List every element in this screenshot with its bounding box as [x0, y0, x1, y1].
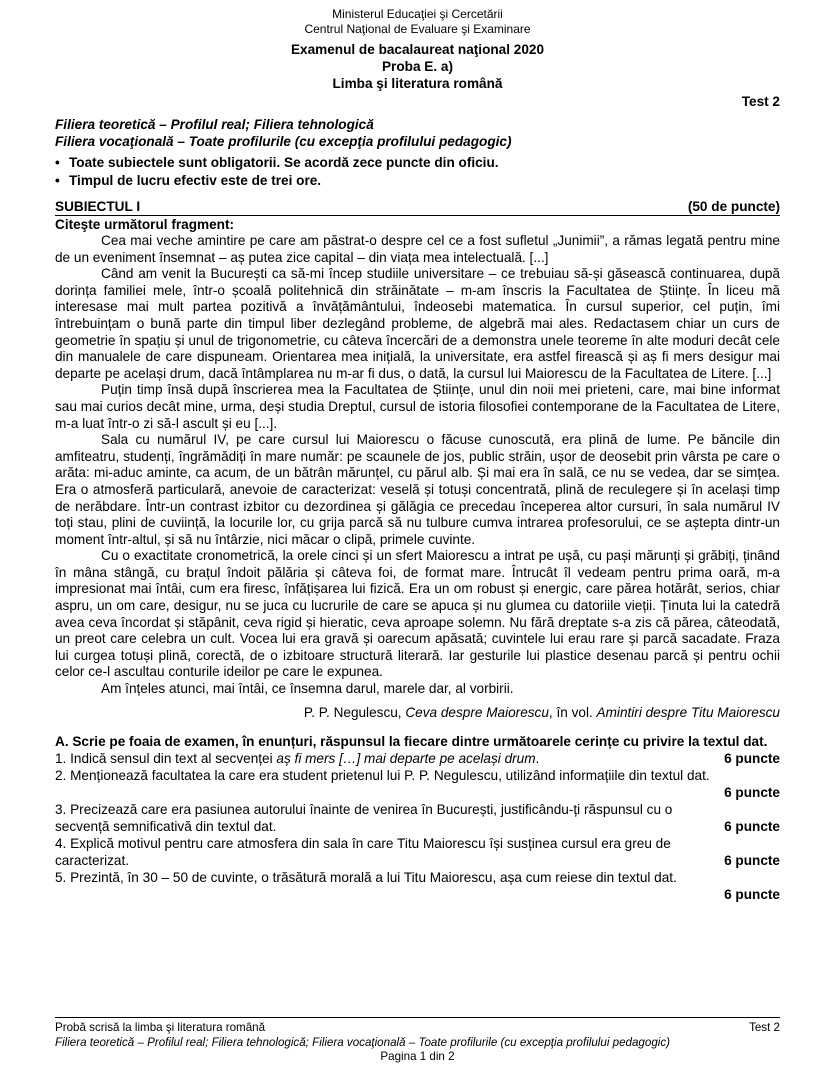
subject-name: Limba şi literatura română [332, 76, 503, 91]
subiect-title: SUBIECTUL I [55, 199, 141, 214]
page-footer [55, 1021, 780, 1065]
source-work: Ceva despre Maiorescu [405, 704, 549, 720]
instructions-list [55, 154, 780, 190]
requirement-text-part: . [535, 750, 540, 766]
test-number: Test 2 [741, 94, 780, 109]
bullet-icon: • [55, 173, 60, 188]
requirement-points: 6 puncte [724, 818, 780, 834]
read-instruction: Citeşte următorul fragment: [55, 217, 235, 232]
instruction-item [55, 154, 780, 172]
fragment-paragraph: Când am venit la București ca să-mi încep studiile universitare – ce trebuiau să-și găsească continuarea, după dorința familiei mele, într-o școală politehnică din străinătate – m-am înscris la Facultatea de Științe. În liceu mă interesase mai mult partea pozitivă a învățământului, îndeosebi matematica. În cursul superior, cel puțin, îmi întrebuințam o bună parte din timpul liber dezlegând probleme, de algebră mai ales. Redactasem chiar un curs de geometrie în spațiu și unul de trigonometrie, cu câteva încercări de a demonstra unele teoreme în alte moduri decât cele din manualele de care dispuneam. Orientarea mea inițială, la universitate, era astfel firească și aș fi mers desigur mai departe pe același drum, dacă întâmplarea nu m-ar fi dus, o dată, la cursul lui Maiorescu de la Facultatea de Litere. [...] [55, 266, 780, 381]
fragment-paragraph: Puțin timp însă după înscrierea mea la Facultatea de Științe, unul din noii mei prieteni, care, mai bine informat sau mai curios decât mine, urma, deși studia Dreptul, cursul de istoria filosofiei contemporane de la Facultatea de Litere, m-a luat într-o zi să-l ascult și eu [...]. [55, 382, 780, 431]
subiect-points: (50 de puncte) [687, 199, 780, 214]
fragment-paragraph: Cea mai veche amintire pe care am păstrat-o despre cel ce a fost sufletul „Junimii”, a rămas legată pentru mine de un eveniment însemnat – aș putea zice capital – din viața mea intelectuală. [...] [55, 233, 780, 265]
requirement-text: secvență semnificativă din textul dat. [55, 818, 277, 834]
section-a-heading: A. Scrie pe foaia de examen, în enunțuri, răspunsul la fiecare dintre următoarele cerințe cu privire la textul dat. [55, 733, 768, 749]
requirement-text: caracterizat. [55, 852, 130, 868]
requirement-2: 2. Menționează facultatea la care era student prietenul lui P. P. Negulescu, utilizând informațiile din textul dat. [55, 767, 710, 783]
requirement-text-part: 1. Indică sensul din text al secvenței [55, 750, 277, 766]
exam-title-block [55, 41, 780, 92]
exam-title: Examenul de bacalaureat naţional 2020 [290, 42, 545, 57]
instruction-text: Timpul de lucru efectiv este de trei ore. [69, 173, 322, 188]
ministry-name: Ministerul Educaţiei şi Cercetării [332, 7, 503, 21]
requirement-5: 5. Prezintă, în 30 – 50 de cuvinte, o trăsătură morală a lui Titu Maiorescu, așa cum reiese din textul dat. [55, 869, 677, 885]
bullet-icon: • [55, 155, 60, 170]
fragment-paragraph: Am înțeles atunci, mai întâi, ce însemna darul, marele dar, al vorbirii. [101, 681, 514, 697]
filiera-line-2: Filiera vocaţională – Toate profilurile (cu excepţia profilului pedagogic) [55, 134, 512, 149]
requirement-3: 3. Precizează care era pasiunea autorului înainte de venirea în București, justificându-ți răspunsul cu o [55, 801, 673, 817]
footer-row [55, 1021, 780, 1036]
source-volume: Amintiri despre Titu Maiorescu [596, 704, 780, 720]
subiect-header [55, 198, 780, 216]
instruction-text: Toate subiectele sunt obligatorii. Se acordă zece puncte din oficiu. [69, 155, 499, 170]
instruction-item [55, 172, 780, 190]
requirement-1 [55, 750, 780, 767]
requirement-4-cont [55, 852, 780, 869]
requirement-quote: aș fi mers […] mai departe pe același drum [276, 750, 536, 766]
page-number: Pagina 1 din 2 [380, 1050, 455, 1063]
fragment-paragraph: Cu o exactitate cronometrică, la orele cinci și un sfert Maiorescu a intrat pe ușă, cu pași mărunți și grăbiți, ținând în mâna stângă, cu brațul îndoit pălăria și câteva foi, de format mare. Întrucât îl vedeam pentru prima oară, m-a impresionat mai întâi, cum era firesc, înfățișarea lui fizică. Era un om robust și energic, care părea hotărât, serios, chiar aspru, un om care, desigur, nu se juca cu lucrurile de care se apuca și nu glumea cu datoriile vieții. Ținuta lui la catedră avea ceva încordat și stăpânit, ceva rigid și hieratic, ceva aproape solemn. Nu fără dreptate s-a zis că părea, câteodată, un preot care celebra un cult. Vocea lui era gravă și oarecum apăsată; cuvintele lui erau rare și parcă sacadate. Fraza lui curgea totuși plină, corectă, de o izbitoare structură literară. Iar gesturile lui plastice desenau parcă și pentru ochii celor ce-l ascultau conturile ideilor pe care le expunea. [55, 548, 780, 680]
center-name: Centrul Naţional de Evaluare şi Examinare [304, 22, 531, 36]
exam-page [55, 0, 780, 903]
source-citation [55, 704, 780, 721]
requirement-points: 6 puncte [724, 750, 780, 766]
fragment-paragraph: Sala cu numărul IV, pe care cursul lui Maiorescu o făcuse cunoscută, era plină de lume. Pe băncile din amfiteatru, studenți, îngrămădiți în mare număr: pe scaunele de jos, public străin, ușor de deosebit prin vârsta pe care o arăta: mi-aduc aminte, ca acum, de un bătrân mărunțel, cu părul alb. Și mai era în sală, ce nu se vedea, dar se simțea. Era o atmosferă particulară, anevoie de caracterizat: veselă și totuși concentrată, plină de reculegere și în același timp de nerăbdare. Într-un contrast izbitor cu dezordinea și gălăgia ce precedau începerea altor cursuri, în sala numărul IV toți stau, plini de cuviință, la locurile lor, cu grija parcă să nu tulbure cumva intrarea profesorului, ce se aștepta dintr-un moment într-altul, și să nu întârzie, nici măcar o clipă, primele cuvinte. [55, 432, 780, 547]
source-author: P. P. Negulescu, [303, 704, 406, 720]
filiera-line-1: Filiera teoretică – Profilul real; Filiera tehnologică [55, 117, 374, 132]
requirement-points: 6 puncte [724, 784, 780, 800]
footer-subject: Probă scrisă la limba şi literatura română [55, 1021, 266, 1034]
footer-filiera: Filiera teoretică – Profilul real; Filiera tehnologică; Filiera vocaţională – Toate profilurile (cu excepţia profilului pedagogic) [55, 1035, 671, 1049]
requirement-text [55, 750, 539, 767]
requirement-3-cont [55, 818, 780, 835]
fragment-text [55, 233, 780, 698]
requirement-points: 6 puncte [724, 886, 780, 902]
proba-label: Proba E. a) [381, 59, 453, 74]
ministry-header [55, 7, 780, 37]
source-middle: , în vol. [548, 704, 597, 720]
requirement-4: 4. Explică motivul pentru care atmosfera din sala în care Titu Maiorescu își susținea cursul era greu de [55, 835, 671, 851]
requirement-points: 6 puncte [724, 852, 780, 868]
footer-test: Test 2 [749, 1021, 780, 1034]
footer-divider [55, 1017, 780, 1018]
